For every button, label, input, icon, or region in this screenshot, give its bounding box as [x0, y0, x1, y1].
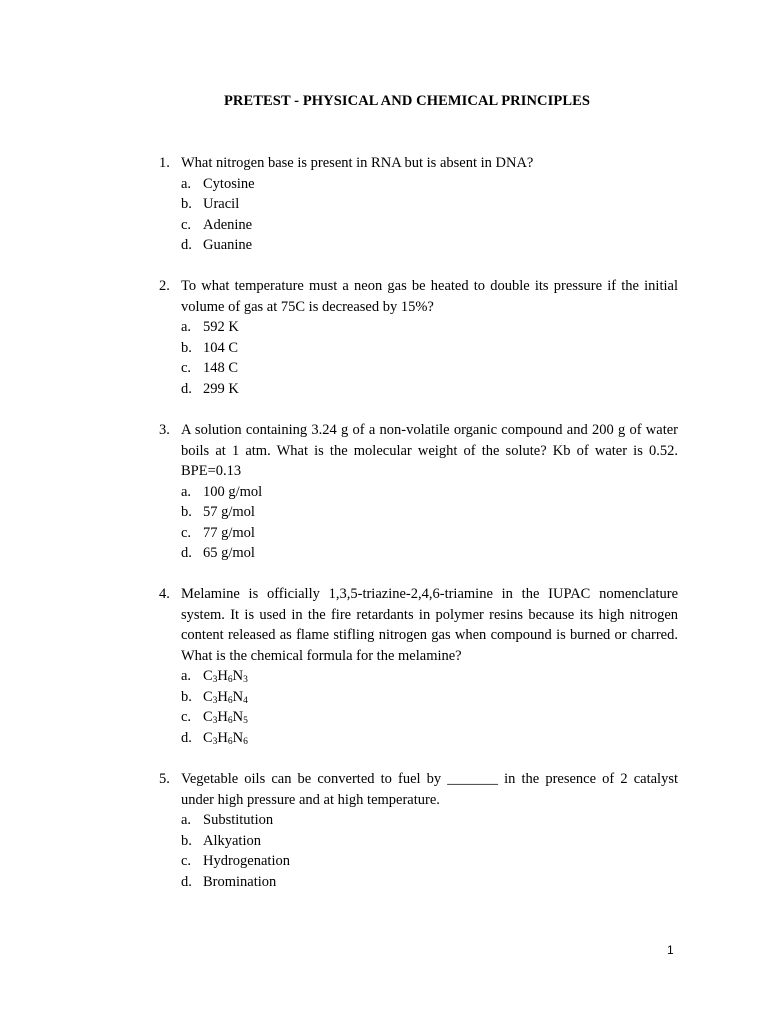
option-c: c. Hydrogenation [181, 853, 290, 869]
option-a: a. Substitution [181, 812, 274, 828]
option-c: c. 77 g/mol [181, 524, 255, 541]
question-5 [159, 769, 678, 892]
option-a: a. Cytosine [181, 175, 255, 192]
option-d: d. $C_3H_6N_6$ [181, 729, 248, 747]
option-list [159, 482, 678, 564]
question-number: 1. [159, 155, 170, 171]
question-text: Melamine is officially 1,3,5-triazine-2,4,6-triamine in the IUPAC nomenclature system. It is used in the fire retardants in polymer resins because its high nitrogen content released as flame stifling nitrogen gas when compound is burned or charred. What is the chemical formula for the melamine? [181, 586, 678, 664]
option-c: c. 148 C [181, 360, 239, 376]
option-d: d. Bromination [181, 873, 277, 890]
option-c: c. Adenine [181, 216, 253, 233]
question-number: 2. [159, 278, 170, 294]
option-b: b. Uracil [181, 196, 240, 212]
option-a: a. $C_3H_6N_3$ [181, 668, 248, 685]
question-4 [159, 584, 678, 748]
question-text: To what temperature must a neon gas be heated to double its pressure if the initial volume of gas at 75C is decreased by 15%? [181, 278, 678, 315]
option-d: d. Guanine [181, 237, 253, 253]
option-c: c. $C_3H_6N_5$ [181, 709, 248, 726]
option-list [159, 666, 678, 748]
option-d: d. 299 K [181, 380, 239, 397]
question-text: Vegetable oils can be converted to fuel by _______ in the presence of 2 catalyst under high pressure and at high temperature. [181, 771, 678, 808]
question-number: 4. [159, 586, 170, 602]
question-number: 5. [159, 771, 170, 787]
question-number: 3. [159, 422, 170, 438]
chemical-formula: $C_3H_6N_4$ [203, 688, 248, 706]
option-b: b. 57 g/mol [181, 504, 255, 520]
option-list [159, 317, 678, 399]
option-b: b. Alkyation [181, 832, 261, 849]
question-1 [159, 153, 678, 256]
option-a: a. 100 g/mol [181, 483, 263, 500]
chemical-formula: $C_3H_6N_3$ [203, 668, 248, 685]
option-b: b. 104 C [181, 339, 239, 356]
option-d: d. 65 g/mol [181, 545, 255, 561]
chemical-formula: $C_3H_6N_6$ [203, 729, 248, 747]
question-3 [159, 420, 678, 564]
option-b: b. $C_3H_6N_4$ [181, 688, 248, 706]
option-list [159, 174, 678, 256]
page-number: 1 [667, 943, 674, 957]
option-a: a. 592 K [181, 319, 239, 335]
option-list [159, 810, 678, 892]
question-text: What nitrogen base is present in RNA but is absent in DNA? [181, 155, 534, 171]
chemical-formula: $C_3H_6N_5$ [203, 709, 248, 726]
question-2 [159, 276, 678, 399]
question-text: A solution containing 3.24 g of a non-volatile organic compound and 200 g of water boils at 1 atm. What is the molecular weight of the solute? Kb of water is 0.52. BPE=0.13 [181, 422, 678, 479]
page-title: PRETEST - PHYSICAL AND CHEMICAL PRINCIPLES [223, 93, 591, 109]
